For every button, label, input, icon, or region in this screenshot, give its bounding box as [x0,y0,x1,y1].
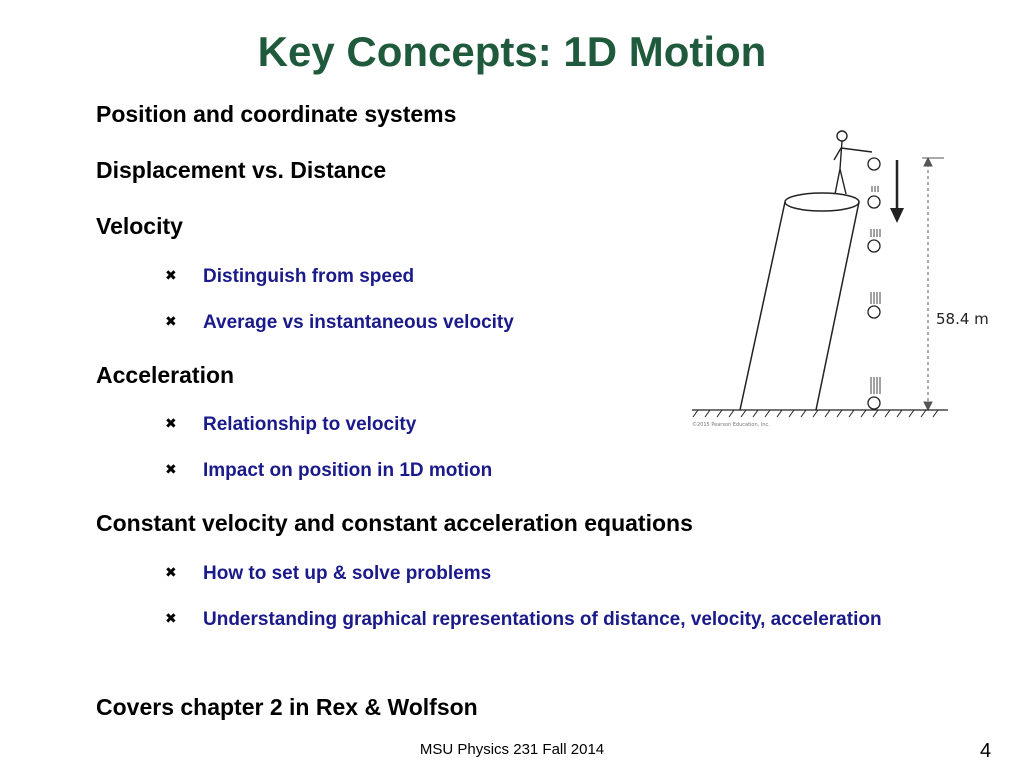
down-arrow-icon [890,160,904,223]
slide-footer: MSU Physics 231 Fall 2014 [419,741,605,758]
motion-lines [871,186,880,394]
copyright-note: ©2015 Pearson Education, Inc. [692,422,770,428]
x-bullet-icon: ✖ [165,313,177,329]
list-item [96,362,234,389]
sub-list-item [165,563,491,585]
x-bullet-icon: ✖ [165,415,177,431]
person-drawing [834,131,872,194]
sub-list-item [165,609,882,631]
item-text: Relationship to velocity [203,414,417,435]
height-dimension [922,158,952,410]
sub-list-item [165,460,492,482]
item-text: Position and coordinate systems [96,101,457,127]
item-text: Average vs instantaneous velocity [203,312,514,333]
list-item [96,510,693,537]
list-item [96,213,183,240]
list-item [96,694,478,721]
item-text: Distinguish from speed [203,266,415,287]
slide-title: Key Concepts: 1D Motion [257,28,767,75]
item-text: Constant velocity and constant acceleration equations [96,510,693,536]
falling-ball-figure [686,124,989,434]
ground [692,410,948,417]
x-bullet-icon: ✖ [165,564,177,580]
x-bullet-icon: ✖ [165,267,177,283]
ball-positions [868,158,880,409]
tower-drawing [740,193,859,410]
item-text: How to set up & solve problems [203,563,492,584]
list-item [96,157,386,184]
item-text: Velocity [96,213,183,239]
slide-number: 4 [980,740,992,762]
sub-list-item [165,266,414,288]
item-text: Displacement vs. Distance [96,157,387,183]
item-text: Impact on position in 1D motion [203,460,493,481]
sub-list-item [165,414,416,436]
x-bullet-icon: ✖ [165,610,177,626]
item-text: Understanding graphical representations of distance, velocity, acceleration [203,609,882,630]
list-item [96,101,456,128]
x-bullet-icon: ✖ [165,461,177,477]
item-text: Covers chapter 2 in Rex & Wolfson [96,694,478,720]
sub-list-item [165,312,514,334]
item-text: Acceleration [96,362,235,388]
height-label: 58.4 m [936,310,989,328]
